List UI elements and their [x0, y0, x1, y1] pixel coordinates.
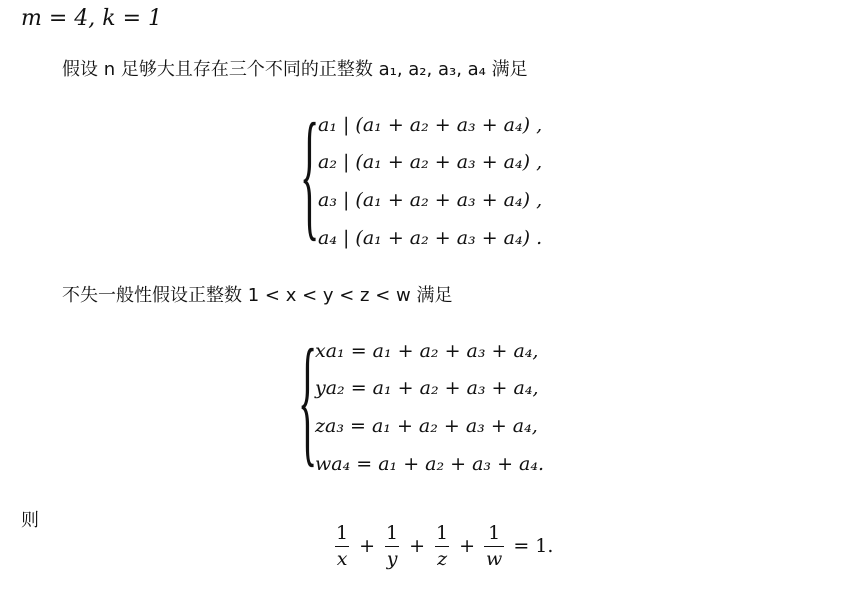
plus-sign-1: +	[359, 535, 376, 557]
wlog-text: 不失一般性假设正整数 1 < x < y < z < w 满足	[62, 285, 453, 306]
fraction-x-denominator: x	[336, 548, 348, 570]
case-heading: m = 4, k = 1	[21, 6, 163, 31]
fraction-y-denominator: y	[386, 548, 398, 570]
fraction-y	[384, 524, 400, 569]
fraction-z	[434, 524, 450, 569]
then-label	[21, 506, 39, 532]
plus-sign-2: +	[409, 535, 426, 557]
then-text: 则	[21, 510, 39, 531]
assumption-text: 假设 n 足够大且存在三个不同的正整数 a₁, a₂, a₃, a₄ 满足	[62, 59, 528, 80]
left-brace-system-2: {	[298, 318, 318, 481]
divisibility-line-3: a₃ | (a₁ + a₂ + a₃ + a₄) ,	[318, 189, 543, 211]
assumption-paragraph	[62, 55, 528, 81]
equals-result: = 1.	[513, 535, 554, 557]
final-equation	[330, 524, 558, 569]
fraction-z-denominator: z	[437, 548, 448, 570]
fraction-x	[334, 524, 350, 569]
equation-line-2: ya₂ = a₁ + a₂ + a₃ + a₄,	[315, 377, 539, 399]
equation-line-1: xa₁ = a₁ + a₂ + a₃ + a₄,	[315, 340, 539, 362]
wlog-paragraph	[62, 281, 452, 307]
fraction-w-numerator: 1	[488, 522, 501, 544]
plus-sign-3: +	[459, 535, 476, 557]
fraction-x-numerator: 1	[336, 522, 349, 544]
equation-line-3: za₃ = a₁ + a₂ + a₃ + a₄,	[315, 415, 538, 437]
divisibility-line-1: a₁ | (a₁ + a₂ + a₃ + a₄) ,	[318, 114, 543, 136]
fraction-w	[484, 524, 504, 569]
divisibility-line-2: a₂ | (a₁ + a₂ + a₃ + a₄) ,	[318, 151, 543, 173]
equation-line-4: wa₄ = a₁ + a₂ + a₃ + a₄.	[315, 453, 545, 475]
left-brace-system-1: {	[300, 92, 320, 255]
fraction-w-denominator: w	[486, 548, 503, 570]
fraction-y-numerator: 1	[386, 522, 399, 544]
divisibility-line-4: a₄ | (a₁ + a₂ + a₃ + a₄) .	[318, 227, 543, 249]
fraction-z-numerator: 1	[436, 522, 449, 544]
